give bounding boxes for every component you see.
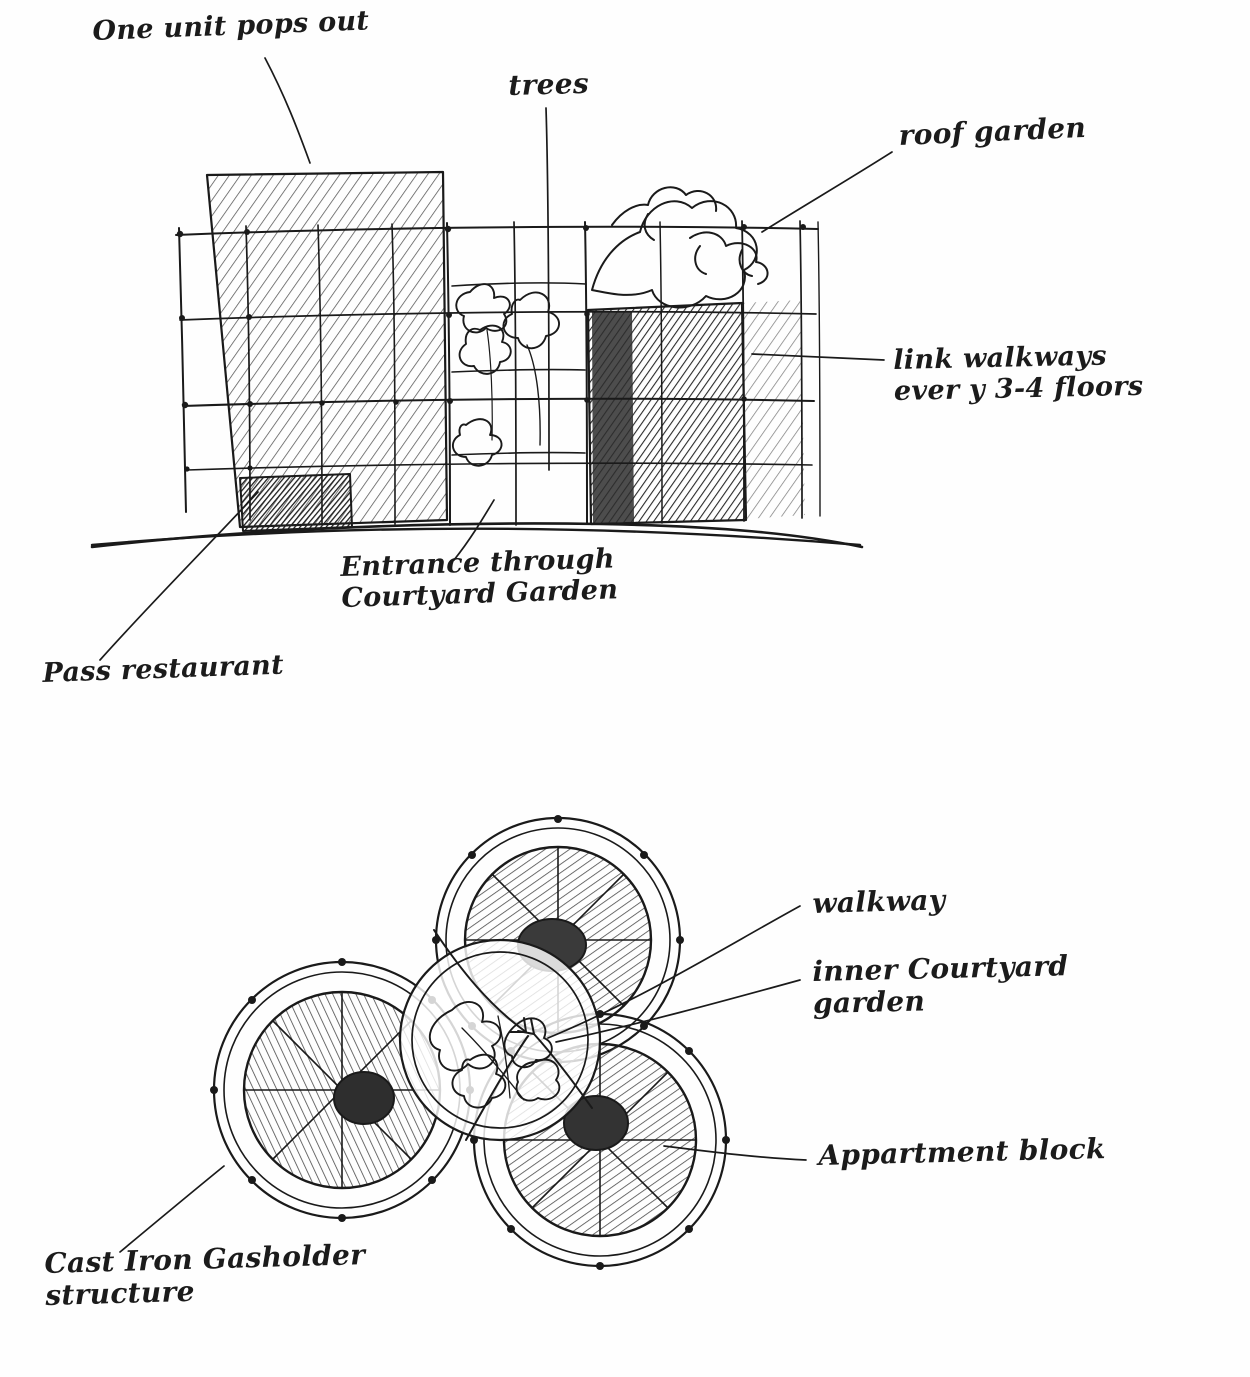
plan-view	[120, 815, 806, 1270]
annotation-trees: trees	[507, 66, 590, 102]
annotation-entrance-courtyard: Entrance through Courtyard Garden	[340, 543, 619, 615]
annotation-cast-iron-gasholder: Cast Iron Gasholder structure	[43, 1238, 366, 1313]
annotation-inner-courtyard-garden: inner Courtyard garden	[811, 949, 1069, 1021]
annotation-pass-restaurant: Pass restaurant	[42, 649, 285, 689]
annotation-link-walkways: link walkways ever y 3-4 floors	[893, 340, 1144, 408]
annotation-apartment-block: Appartment block	[817, 1131, 1107, 1172]
annotation-roof-garden: roof garden	[897, 110, 1087, 152]
annotation-one-unit-pops-out: One unit pops out	[92, 5, 370, 47]
annotation-walkway: walkway	[811, 883, 946, 920]
